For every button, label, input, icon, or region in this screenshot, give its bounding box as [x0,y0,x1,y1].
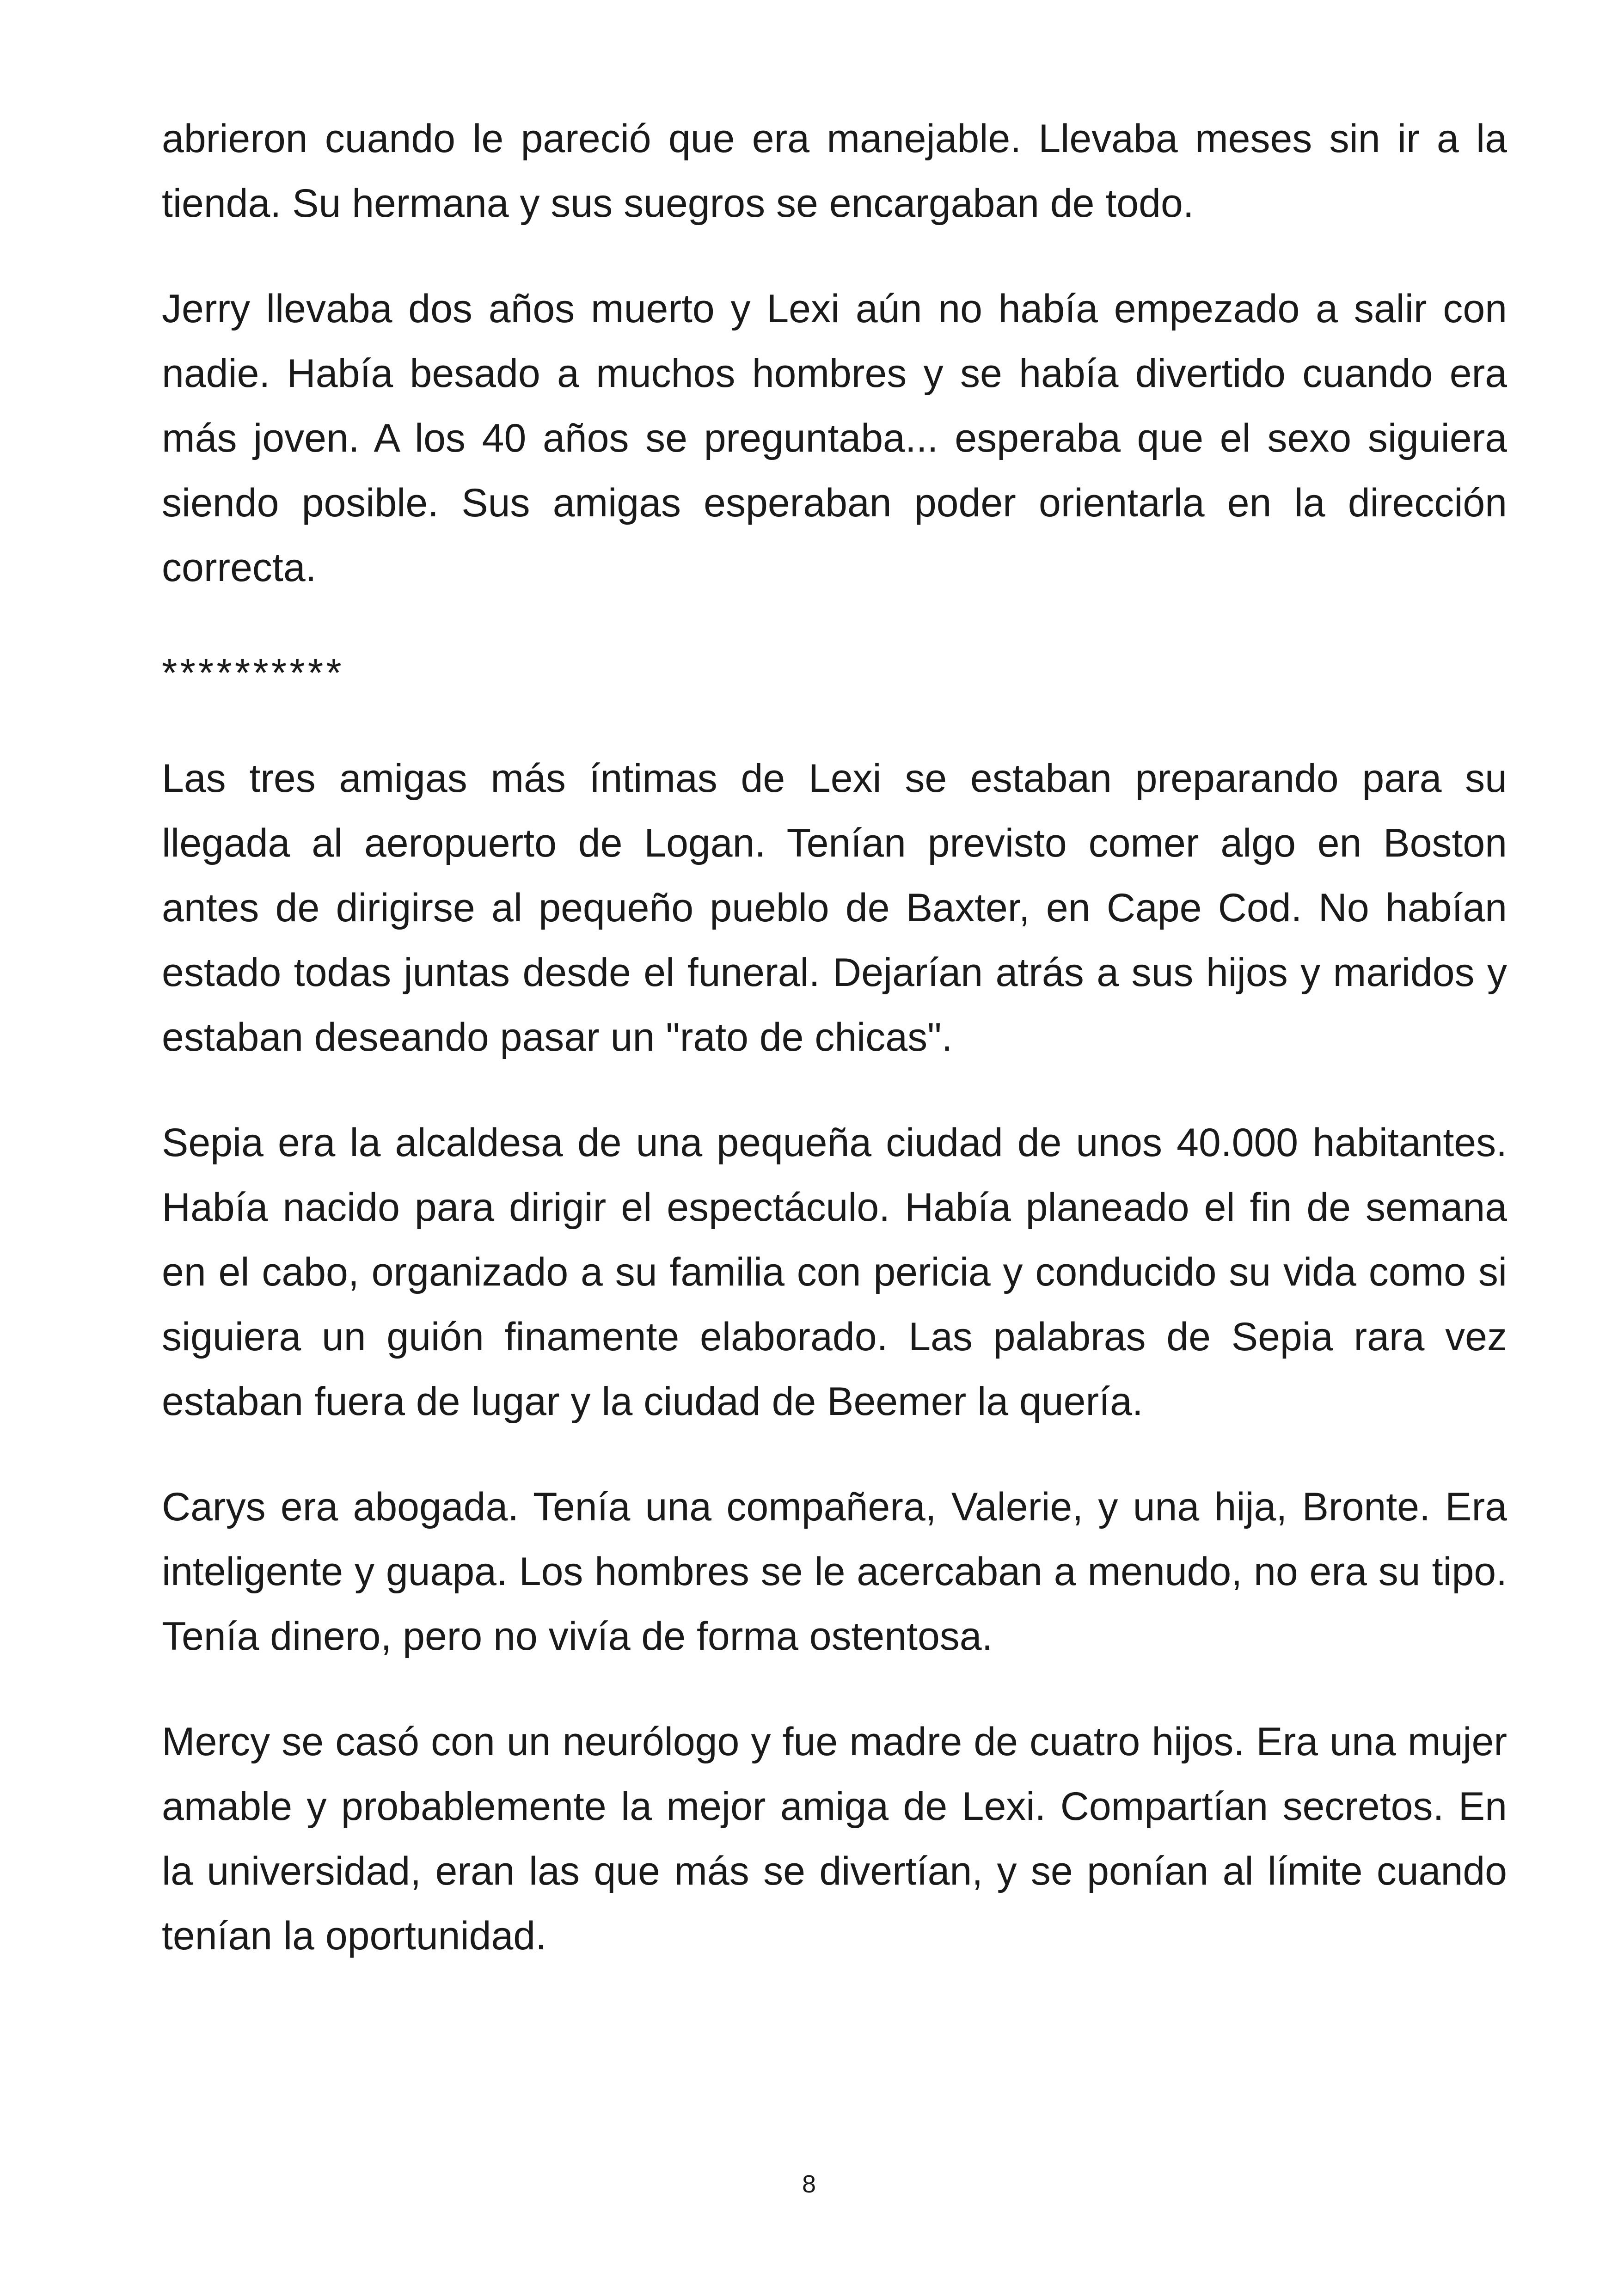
page-number: 8 [802,2170,816,2198]
section-separator: ********** [162,651,344,695]
paragraph-4: Sepia era la alcaldesa de una pequeña ciudad de unos 40.000 habitantes. Había nacido para dirigir el espectáculo. Había planeado el fin de semana en el cabo, organizado a su familia con pericia y conducido su vida como si siguiera un guión finamente elaborado. Las palabras de Sepia rara vez estaban fuera de lugar y la ciudad de Beemer la quería. [162,1120,1507,1424]
paragraph-3: Las tres amigas más íntimas de Lexi se estaban preparando para su llegada al aeropuerto de Logan. Tenían previsto comer algo en Boston antes de dirigirse al pequeño pueblo de Baxter, en Cape Cod. No habían estado todas juntas desde el funeral. Dejarían atrás a sus hijos y maridos y estaban deseando pasar un "rato de chicas". [162,756,1507,1059]
paragraph-2: Jerry llevaba dos años muerto y Lexi aún no había empezado a salir con nadie. Había besado a muchos hombres y se había divertido cuando era más joven. A los 40 años se preguntaba... esperaba que el sexo siguiera siendo posible. Sus amigas esperaban poder orientarla en la dirección correcta. [162,287,1507,590]
body-text [162,106,1507,2009]
paragraph-1: abrieron cuando le pareció que era manejable. Llevaba meses sin ir a la tienda. Su hermana y sus suegros se encargaban de todo. [162,116,1507,226]
paragraph-6: Mercy se casó con un neurólogo y fue madre de cuatro hijos. Era una mujer amable y probablemente la mejor amiga de Lexi. Compartían secretos. En la universidad, eran las que más se divertían, y se ponían al límite cuando tenían la oportunidad. [162,1720,1507,1958]
paragraph-5: Carys era abogada. Tenía una compañera, Valerie, y una hija, Bronte. Era inteligente y guapa. Los hombres se le acercaban a menudo, no era su tipo. Tenía dinero, pero no vivía de forma ostentosa. [162,1485,1507,1659]
